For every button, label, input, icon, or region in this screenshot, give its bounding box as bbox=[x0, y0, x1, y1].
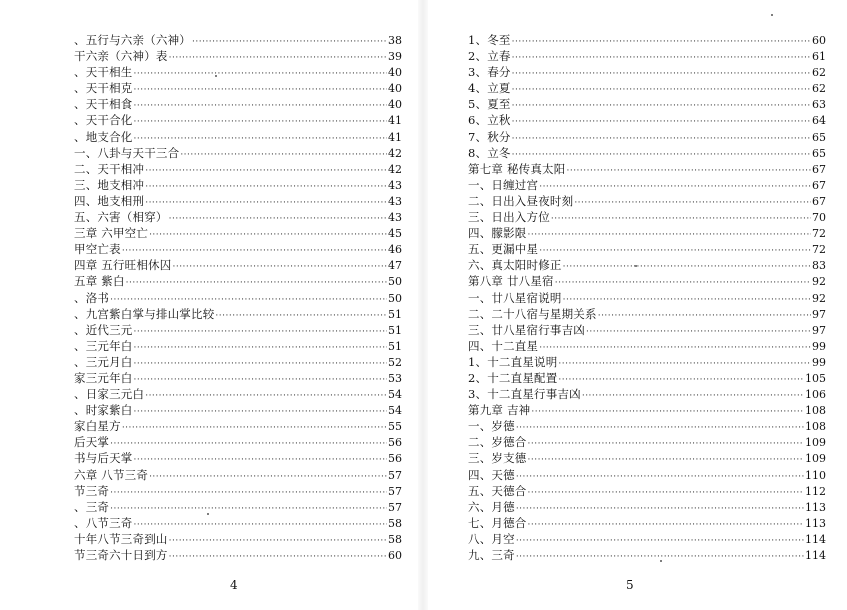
toc-entry-title: 1、冬至 bbox=[468, 33, 511, 47]
toc-entry bbox=[468, 273, 826, 289]
dot-leader bbox=[598, 308, 811, 324]
dot-leader bbox=[110, 436, 387, 452]
toc-entry bbox=[74, 402, 402, 418]
dot-leader bbox=[134, 324, 388, 340]
dot-leader bbox=[512, 131, 811, 147]
toc-entry-title: 四、地支相刑 bbox=[74, 193, 145, 208]
toc-entry-page-number: 62 bbox=[812, 82, 826, 96]
toc-entry-page-number: 60 bbox=[388, 549, 402, 562]
toc-entry-title: 家白星方 bbox=[74, 419, 121, 434]
dot-leader bbox=[169, 211, 387, 227]
toc-entry-page-number: 97 bbox=[812, 323, 826, 337]
toc-entry-title: 第八章 廿八星宿 bbox=[468, 274, 554, 289]
toc-entry-title: 四、十二直星 bbox=[468, 338, 539, 353]
toc-entry-page-number: 52 bbox=[388, 355, 402, 369]
toc-entry-page-number: 43 bbox=[388, 178, 402, 192]
toc-entry bbox=[74, 80, 402, 96]
toc-entry-page-number: 70 bbox=[812, 211, 826, 225]
toc-entry-page-number: 113 bbox=[805, 500, 826, 514]
dot-leader bbox=[180, 147, 387, 163]
toc-entry bbox=[468, 161, 826, 177]
toc-entry bbox=[468, 48, 826, 64]
toc-entry-page-number: 110 bbox=[805, 468, 826, 482]
toc-entry-page-number: 56 bbox=[388, 436, 402, 450]
toc-entry-page-number: 83 bbox=[812, 259, 826, 273]
toc-entry-page-number: 67 bbox=[812, 162, 826, 176]
toc-entry-page-number: 53 bbox=[388, 371, 402, 385]
toc-entry-title: 四章 五行旺相休囚 bbox=[74, 258, 172, 273]
toc-entry bbox=[468, 96, 826, 112]
toc-entry bbox=[74, 386, 402, 402]
toc-entry bbox=[74, 257, 402, 273]
toc-entry bbox=[468, 225, 826, 241]
toc-entry bbox=[468, 241, 826, 257]
toc-entry-title: 三、地支相冲 bbox=[74, 177, 145, 192]
toc-entry bbox=[74, 434, 402, 450]
toc-entry bbox=[74, 515, 402, 531]
toc-entry-title: 2、十二直星配置 bbox=[468, 370, 558, 385]
dot-leader bbox=[539, 179, 811, 195]
toc-entry bbox=[468, 354, 826, 370]
dot-leader bbox=[512, 82, 811, 98]
dot-leader bbox=[512, 50, 811, 66]
dot-leader bbox=[134, 372, 388, 388]
dot-leader bbox=[145, 163, 387, 179]
toc-entry-page-number: 97 bbox=[812, 307, 826, 321]
dot-leader bbox=[134, 66, 388, 82]
toc-entry-page-number: 46 bbox=[388, 243, 402, 257]
dot-leader bbox=[539, 243, 811, 259]
toc-entry bbox=[74, 129, 402, 145]
dot-leader bbox=[566, 163, 811, 179]
toc-entry bbox=[468, 80, 826, 96]
dot-leader bbox=[516, 533, 804, 549]
toc-entry bbox=[468, 450, 826, 466]
toc-entry bbox=[74, 531, 402, 547]
toc-entry bbox=[74, 354, 402, 370]
toc-entry-title: 六章 八节三奇 bbox=[74, 467, 149, 482]
toc-entry bbox=[74, 370, 402, 386]
toc-entry-title: 一、岁德 bbox=[468, 419, 515, 434]
dot-leader bbox=[528, 517, 805, 533]
dot-leader bbox=[126, 275, 387, 291]
toc-entry-title: 甲空亡表 bbox=[74, 242, 121, 257]
toc-entry bbox=[468, 515, 826, 531]
toc-entry bbox=[74, 64, 402, 80]
toc-entry-title: 四、天德 bbox=[468, 467, 515, 482]
toc-entry bbox=[468, 467, 826, 483]
paper-speck bbox=[635, 265, 637, 267]
toc-entry-page-number: 39 bbox=[388, 50, 402, 64]
toc-entry bbox=[74, 241, 402, 257]
toc-entry-title: 八、月空 bbox=[468, 531, 515, 546]
toc-entry-title: 五章 紫白 bbox=[74, 274, 125, 289]
paper-speck bbox=[660, 560, 662, 562]
toc-entry bbox=[74, 273, 402, 289]
dot-leader bbox=[528, 436, 805, 452]
toc-entry bbox=[74, 418, 402, 434]
toc-entry-title: 节三奇 bbox=[74, 483, 110, 498]
toc-entry-title: 第九章 吉神 bbox=[468, 403, 531, 418]
toc-entry-title: 一、八卦与天干三合 bbox=[74, 145, 180, 160]
toc-entry bbox=[468, 547, 826, 563]
toc-entry-page-number: 72 bbox=[812, 227, 826, 241]
toc-entry-page-number: 67 bbox=[812, 194, 826, 208]
toc-entry bbox=[468, 290, 826, 306]
toc-entry-title: 二、岁德合 bbox=[468, 435, 527, 450]
toc-entry-title: 三、岁支德 bbox=[468, 451, 527, 466]
toc-entry-page-number: 54 bbox=[388, 404, 402, 418]
toc-entry-title: 二、二十八宿与星期关系 bbox=[468, 306, 597, 321]
toc-entry-page-number: 62 bbox=[812, 66, 826, 80]
toc-entry bbox=[74, 306, 402, 322]
left-toc-list bbox=[74, 32, 402, 563]
toc-entry-page-number: 54 bbox=[388, 388, 402, 402]
toc-entry-title: 二、天干相冲 bbox=[74, 161, 145, 176]
toc-entry-page-number: 112 bbox=[805, 484, 826, 498]
toc-entry-title: 节三奇六十日到方 bbox=[74, 548, 168, 562]
dot-leader bbox=[145, 388, 387, 404]
toc-entry bbox=[468, 322, 826, 338]
dot-leader bbox=[516, 420, 804, 436]
toc-entry bbox=[74, 209, 402, 225]
toc-entry bbox=[74, 322, 402, 338]
toc-entry bbox=[74, 290, 402, 306]
toc-entry-title: 三、廿八星宿行事吉凶 bbox=[468, 322, 585, 337]
toc-entry-page-number: 58 bbox=[388, 516, 402, 530]
toc-entry-title: 家三元年白 bbox=[74, 370, 133, 385]
paper-speck bbox=[215, 75, 217, 77]
toc-entry-title: 一、廿八星宿说明 bbox=[468, 290, 562, 305]
toc-entry-page-number: 55 bbox=[388, 420, 402, 434]
toc-entry-page-number: 43 bbox=[388, 194, 402, 208]
toc-entry-page-number: 50 bbox=[388, 275, 402, 289]
toc-entry-page-number: 72 bbox=[812, 243, 826, 257]
toc-entry bbox=[468, 32, 826, 48]
toc-entry-page-number: 65 bbox=[812, 146, 826, 160]
toc-entry-page-number: 47 bbox=[388, 259, 402, 273]
toc-entry bbox=[74, 48, 402, 64]
dot-leader bbox=[145, 195, 387, 211]
dot-leader bbox=[134, 404, 388, 420]
toc-entry-page-number: 63 bbox=[812, 98, 826, 112]
toc-entry bbox=[468, 386, 826, 402]
toc-entry bbox=[74, 193, 402, 209]
toc-entry-page-number: 40 bbox=[388, 98, 402, 112]
toc-entry-title: 5、夏至 bbox=[468, 97, 511, 112]
toc-entry-title: 、天干合化 bbox=[74, 113, 133, 128]
dot-leader bbox=[122, 420, 387, 436]
toc-entry bbox=[468, 129, 826, 145]
dot-leader bbox=[149, 227, 387, 243]
dot-leader bbox=[563, 292, 811, 308]
dot-leader bbox=[531, 404, 804, 420]
dot-leader bbox=[169, 533, 387, 549]
toc-entry-page-number: 105 bbox=[805, 371, 826, 385]
dot-leader bbox=[192, 34, 387, 50]
dot-leader bbox=[110, 485, 387, 501]
toc-entry-title: 、三元年白 bbox=[74, 338, 133, 353]
dot-leader bbox=[582, 388, 804, 404]
dot-leader bbox=[134, 340, 388, 356]
toc-entry-title: 、天干相生 bbox=[74, 65, 133, 80]
dot-leader bbox=[551, 211, 811, 227]
dot-leader bbox=[563, 259, 811, 275]
toc-entry bbox=[74, 450, 402, 466]
dot-leader bbox=[539, 340, 811, 356]
toc-entry-page-number: 42 bbox=[388, 146, 402, 160]
toc-entry-title: 、九宫紫白掌与排山掌比较 bbox=[74, 306, 215, 321]
toc-entry-title: 、洛书 bbox=[74, 290, 110, 305]
dot-leader bbox=[169, 50, 387, 66]
toc-entry bbox=[468, 112, 826, 128]
toc-entry-title: 2、立春 bbox=[468, 49, 511, 64]
toc-entry-page-number: 51 bbox=[388, 339, 402, 353]
toc-entry-page-number: 108 bbox=[805, 420, 826, 434]
toc-entry bbox=[74, 547, 402, 563]
toc-entry-title: 、日家三元白 bbox=[74, 387, 145, 402]
toc-entry bbox=[74, 32, 402, 48]
dot-leader bbox=[134, 114, 388, 130]
dot-leader bbox=[516, 469, 804, 485]
left-page-number: 4 bbox=[230, 578, 238, 592]
dot-leader bbox=[134, 98, 388, 114]
toc-entry bbox=[74, 338, 402, 354]
toc-entry-title: 七、月德合 bbox=[468, 515, 527, 530]
toc-entry-page-number: 51 bbox=[388, 307, 402, 321]
dot-leader bbox=[555, 275, 811, 291]
toc-entry bbox=[74, 499, 402, 515]
toc-entry bbox=[74, 112, 402, 128]
toc-entry-title: 五、天德合 bbox=[468, 483, 527, 498]
toc-entry-page-number: 114 bbox=[805, 532, 826, 546]
dot-leader bbox=[516, 549, 804, 565]
toc-entry-title: 6、立秋 bbox=[468, 113, 511, 128]
toc-entry bbox=[468, 483, 826, 499]
toc-entry-page-number: 40 bbox=[388, 66, 402, 80]
toc-entry bbox=[74, 161, 402, 177]
toc-entry bbox=[468, 306, 826, 322]
toc-entry-title: 十年八节三奇到山 bbox=[74, 531, 168, 546]
toc-entry bbox=[468, 257, 826, 273]
toc-entry-page-number: 64 bbox=[812, 114, 826, 128]
paper-speck bbox=[207, 513, 209, 515]
dot-leader bbox=[512, 66, 811, 82]
right-page-number: 5 bbox=[626, 578, 634, 592]
toc-entry-title: 、近代三元 bbox=[74, 322, 133, 337]
toc-entry-title: 干六亲（六神）表 bbox=[74, 49, 168, 64]
toc-entry-title: 、时家紫白 bbox=[74, 403, 133, 418]
dot-leader bbox=[512, 114, 811, 130]
toc-entry-title: 三章 六甲空亡 bbox=[74, 226, 149, 241]
dot-leader bbox=[145, 179, 387, 195]
book-gutter bbox=[418, 0, 428, 610]
dot-leader bbox=[558, 356, 811, 372]
toc-entry-title: 、三元月白 bbox=[74, 354, 133, 369]
toc-entry-title: 4、立夏 bbox=[468, 81, 511, 96]
right-toc-list bbox=[468, 32, 826, 563]
toc-entry-page-number: 60 bbox=[812, 34, 826, 47]
dot-leader bbox=[149, 469, 387, 485]
toc-entry-title: 五、六害（相穿） bbox=[74, 210, 168, 225]
toc-entry-title: 后天掌 bbox=[74, 435, 110, 450]
dot-leader bbox=[169, 549, 387, 565]
toc-entry-page-number: 51 bbox=[388, 323, 402, 337]
toc-entry-title: 、天干相食 bbox=[74, 97, 133, 112]
dot-leader bbox=[512, 98, 811, 114]
toc-entry bbox=[74, 177, 402, 193]
toc-entry-title: 一、日缠过宫 bbox=[468, 177, 539, 192]
toc-entry-page-number: 65 bbox=[812, 130, 826, 144]
toc-entry-page-number: 114 bbox=[805, 549, 826, 562]
toc-entry bbox=[468, 402, 826, 418]
toc-entry-title: 3、十二直星行事吉凶 bbox=[468, 387, 581, 402]
toc-entry-title: 、地支合化 bbox=[74, 129, 133, 144]
toc-entry-page-number: 92 bbox=[812, 291, 826, 305]
toc-entry-title: 书与后天掌 bbox=[74, 451, 133, 466]
toc-entry bbox=[468, 370, 826, 386]
dot-leader bbox=[134, 356, 388, 372]
toc-entry-page-number: 67 bbox=[812, 178, 826, 192]
toc-entry-title: 五、更漏中星 bbox=[468, 242, 539, 257]
toc-entry bbox=[468, 434, 826, 450]
toc-entry-page-number: 108 bbox=[805, 404, 826, 418]
toc-entry-page-number: 92 bbox=[812, 275, 826, 289]
dot-leader bbox=[516, 501, 804, 517]
toc-entry bbox=[468, 338, 826, 354]
toc-entry-title: 六、月德 bbox=[468, 499, 515, 514]
dot-leader bbox=[528, 227, 812, 243]
left-page bbox=[0, 0, 418, 610]
toc-entry bbox=[74, 96, 402, 112]
toc-entry-page-number: 57 bbox=[388, 500, 402, 514]
toc-entry-page-number: 50 bbox=[388, 291, 402, 305]
toc-entry-title: 第七章 秘传真太阳 bbox=[468, 161, 566, 176]
toc-entry-page-number: 41 bbox=[388, 130, 402, 144]
toc-entry-page-number: 38 bbox=[388, 34, 402, 47]
paper-speck bbox=[771, 14, 773, 16]
dot-leader bbox=[134, 452, 388, 468]
toc-entry bbox=[74, 467, 402, 483]
toc-entry bbox=[468, 499, 826, 515]
dot-leader bbox=[528, 452, 805, 468]
dot-leader bbox=[215, 308, 387, 324]
dot-leader bbox=[528, 485, 805, 501]
toc-entry bbox=[468, 177, 826, 193]
toc-entry bbox=[74, 225, 402, 241]
toc-entry-page-number: 58 bbox=[388, 532, 402, 546]
toc-entry-title: 、天干相克 bbox=[74, 81, 133, 96]
dot-leader bbox=[110, 501, 387, 517]
toc-entry-page-number: 57 bbox=[388, 468, 402, 482]
toc-entry-page-number: 43 bbox=[388, 211, 402, 225]
toc-entry-title: 1、十二直星说明 bbox=[468, 354, 558, 369]
toc-entry-title: 三、日出入方位 bbox=[468, 210, 550, 225]
dot-leader bbox=[134, 82, 388, 98]
dot-leader bbox=[134, 517, 388, 533]
toc-entry-page-number: 99 bbox=[812, 355, 826, 369]
toc-entry-title: 8、立冬 bbox=[468, 145, 511, 160]
toc-entry bbox=[468, 531, 826, 547]
right-page bbox=[428, 0, 847, 610]
toc-entry-title: 二、日出入昼夜时刻 bbox=[468, 193, 574, 208]
toc-entry-title: 、三奇 bbox=[74, 499, 110, 514]
toc-entry-title: 九、三奇 bbox=[468, 548, 515, 562]
toc-entry-page-number: 99 bbox=[812, 339, 826, 353]
toc-entry-title: 、八节三奇 bbox=[74, 515, 133, 530]
toc-entry bbox=[468, 209, 826, 225]
toc-entry-page-number: 45 bbox=[388, 227, 402, 241]
toc-entry-page-number: 109 bbox=[805, 436, 826, 450]
toc-entry-page-number: 41 bbox=[388, 114, 402, 128]
toc-entry-page-number: 56 bbox=[388, 452, 402, 466]
toc-entry bbox=[74, 145, 402, 161]
dot-leader bbox=[512, 34, 811, 50]
toc-entry-page-number: 109 bbox=[805, 452, 826, 466]
toc-entry-page-number: 61 bbox=[812, 50, 826, 64]
toc-entry bbox=[468, 193, 826, 209]
toc-entry-page-number: 106 bbox=[805, 388, 826, 402]
dot-leader bbox=[172, 259, 387, 275]
toc-entry bbox=[468, 64, 826, 80]
toc-entry bbox=[74, 483, 402, 499]
dot-leader bbox=[586, 324, 811, 340]
toc-entry bbox=[468, 145, 826, 161]
toc-entry-title: 四、朦影限 bbox=[468, 226, 527, 241]
dot-leader bbox=[574, 195, 811, 211]
toc-entry-page-number: 42 bbox=[388, 162, 402, 176]
toc-entry-title: 、五行与六亲（六神） bbox=[74, 33, 191, 47]
toc-entry-title: 六、真太阳时修正 bbox=[468, 258, 562, 273]
dot-leader bbox=[558, 372, 804, 388]
toc-entry-page-number: 113 bbox=[805, 516, 826, 530]
toc-entry-page-number: 40 bbox=[388, 82, 402, 96]
toc-entry-title: 7、秋分 bbox=[468, 129, 511, 144]
toc-entry-page-number: 57 bbox=[388, 484, 402, 498]
toc-entry-title: 3、春分 bbox=[468, 65, 511, 80]
toc-entry bbox=[468, 418, 826, 434]
